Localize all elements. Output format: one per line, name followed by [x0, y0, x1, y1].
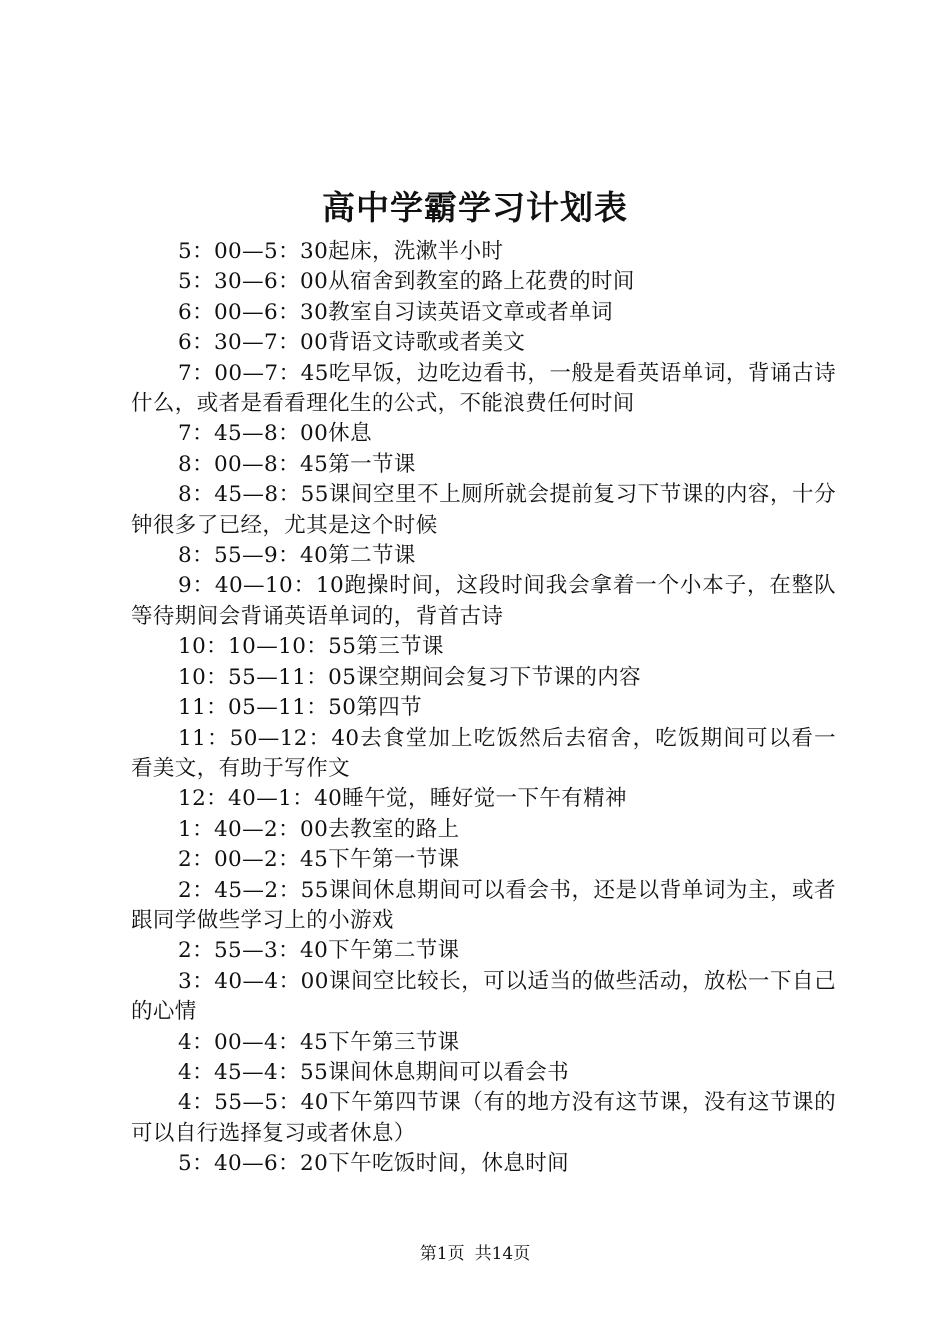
schedule-entry: 8：55—9：40第二节课: [178, 543, 416, 569]
document-body: [131, 237, 836, 1180]
document-title: 高中学霸学习计划表: [322, 188, 628, 227]
schedule-entry: 10：10—10：55第三节课: [178, 634, 444, 660]
schedule-entry: 11：50—12：40去食堂加上吃饭然后去宿舍，吃饭期间可以看一看美文，有助于写作文: [131, 725, 836, 781]
schedule-entry: 3：40—4：00课间空比较长，可以适当的做些活动，放松一下自己的心情: [131, 968, 836, 1025]
schedule-entry: 7：00—7：45吃早饭，边吃边看书，一般是看英语单词，背诵古诗什么，或者是看看理化生的公式，不能浪费任何时间: [131, 360, 836, 417]
schedule-entry: 5：30—6：00从宿舍到教室的路上花费的时间: [178, 269, 635, 295]
schedule-entry: 6：00—6：30教室自习读英语文章或者单词: [178, 299, 613, 325]
schedule-entry: 2：45—2：55课间休息期间可以看会书，还是以背单词为主，或者跟同学做些学习上的小游戏: [131, 877, 836, 933]
schedule-entry: 5：40—6：20下午吃饭时间，休息时间: [178, 1151, 570, 1177]
schedule-entry: 4：55—5：40下午第四节课（有的地方没有这节课，没有这节课的可以自行选择复习或者休息）: [131, 1090, 836, 1146]
schedule-entry: 1：40—2：00去教室的路上: [178, 816, 460, 842]
schedule-entry: 10：55—11：05课空期间会复习下节课的内容: [178, 664, 642, 690]
schedule-entry: 2：55—3：40下午第二节课: [178, 938, 460, 964]
schedule-entry: 8：45—8：55课间空里不上厕所就会提前复习下节课的内容，十分钟很多了已经，尤其是这个时候: [131, 482, 836, 538]
schedule-entry: 8：00—8：45第一节课: [178, 451, 416, 477]
schedule-entry: 4：45—4：55课间休息期间可以看会书: [178, 1059, 570, 1085]
schedule-entry: 2：00—2：45下午第一节课: [178, 847, 460, 873]
schedule-entry: 11：05—11：50第四节: [178, 695, 423, 721]
schedule-entry: 5：00—5：30起床，洗漱半小时: [178, 239, 504, 264]
schedule-entry: 9：40—10：10跑操时间，这段时间我会拿着一个小本子，在整队等待期间会背诵英语单词的，背首古诗: [131, 573, 836, 629]
schedule-entry: 7：45—8：00休息: [178, 421, 372, 447]
schedule-entry: 12：40—1：40睡午觉，睡好觉一下午有精神: [178, 786, 627, 812]
schedule-entry: 4：00—4：45下午第三节课: [178, 1029, 460, 1055]
page-footer: [0, 1242, 950, 1266]
schedule-entry: 6：30—7：00背语文诗歌或者美文: [178, 330, 526, 356]
page-total: 共14页: [474, 1244, 531, 1264]
page-number: 第1页: [419, 1244, 465, 1264]
